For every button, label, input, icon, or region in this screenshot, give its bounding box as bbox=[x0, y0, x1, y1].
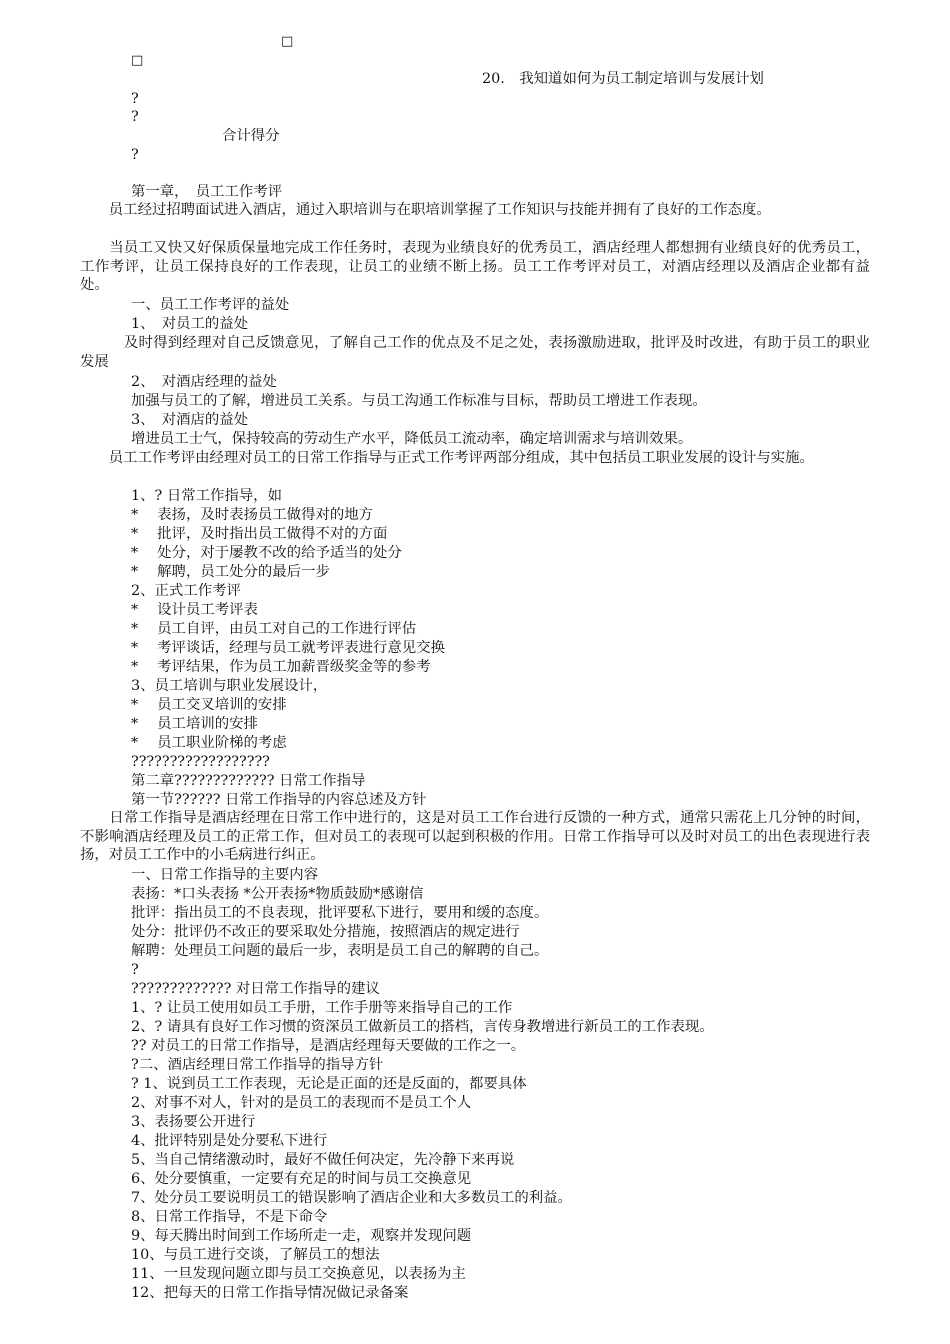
list-heading: 1、? 日常工作指导，如 bbox=[131, 488, 282, 504]
placeholder-mark: ?????????????????? bbox=[131, 754, 270, 770]
placeholder-mark: ? bbox=[131, 147, 139, 163]
placeholder-mark: ? bbox=[131, 91, 139, 107]
text-line: 2、? 请具有良好工作习惯的资深员工做新员工的搭档，言传身教增进行新员工的工作表现。 bbox=[131, 1019, 714, 1035]
total-score-label: 合计得分 bbox=[222, 128, 280, 144]
paragraph: 员工工作考评由经理对员工的日常工作指导与正式工作考评两部分组成，其中包括员工职业发展的设计与实施。 bbox=[80, 450, 814, 466]
checkbox-glyph: □ bbox=[131, 53, 144, 68]
list-item: * 员工职业阶梯的考虑 bbox=[131, 735, 287, 751]
list-item: * 设计员工考评表 bbox=[131, 602, 258, 618]
list-item: * 员工培训的安排 bbox=[131, 716, 258, 732]
placeholder-mark: ? bbox=[131, 109, 139, 125]
section-title: 第一节?????? 日常工作指导的内容总述及方针 bbox=[131, 792, 427, 808]
section-heading: ?二、酒店经理日常工作指导的指导方针 bbox=[131, 1057, 384, 1073]
list-item: * 考评谈话，经理与员工就考评表进行意见交换 bbox=[131, 640, 445, 656]
subsection-heading: 3、 对酒店的益处 bbox=[131, 412, 249, 428]
list-item: 2、对事不对人，针对的是员工的表现而不是员工个人 bbox=[131, 1095, 472, 1111]
text-line: 处分：批评仍不改正的要采取处分措施，按照酒店的规定进行 bbox=[131, 924, 520, 940]
paragraph: 日常工作指导是酒店经理在日常工作中进行的，这是对员工工作台进行反馈的一种方式，通常只需花上几分钟的时间，不影响酒店经理及员工的正常工作，但对员工的表现可以起到积极的作用。日常工作指导可以及时对员工的出色表现进行表扬，对员工工作中的小毛病进行纠正。 bbox=[80, 810, 870, 863]
list-item: 8、日常工作指导，不是下命令 bbox=[131, 1209, 328, 1225]
text-line: 解聘：处理员工问题的最后一步，表明是员工自己的解聘的自己。 bbox=[131, 943, 549, 959]
chapter-title: 第二章????????????? 日常工作指导 bbox=[131, 773, 366, 789]
checkbox-glyph: □ bbox=[281, 34, 294, 49]
list-item: 12、把每天的日常工作指导情况做记录备案 bbox=[131, 1285, 409, 1301]
text-line: 增进员工士气，保持较高的劳动生产水平，降低员工流动率，确定培训需求与培训效果。 bbox=[131, 431, 693, 447]
list-item: 10、与员工进行交谈，了解员工的想法 bbox=[131, 1247, 380, 1263]
chapter-title: 第一章， 员工工作考评 bbox=[131, 184, 283, 200]
text-line: 1、? 让员工使用如员工手册，工作手册等来指导自己的工作 bbox=[131, 1000, 513, 1016]
list-item: 5、当自己情绪激动时，最好不做任何决定，先冷静下来再说 bbox=[131, 1152, 515, 1168]
list-item: 6、处分要慎重，一定要有充足的时间与员工交换意见 bbox=[131, 1171, 472, 1187]
list-item: 9、每天腾出时间到工作场所走一走，观察并发现问题 bbox=[131, 1228, 472, 1244]
list-item: * 员工自评，由员工对自己的工作进行评估 bbox=[131, 621, 417, 637]
paragraph: 及时得到经理对自己反馈意见，了解自己工作的优点及不足之处，表扬激励进取，批评及时改进，有助于员工的职业发展 bbox=[80, 335, 870, 370]
list-item: * 处分，对于屡教不改的给予适当的处分 bbox=[131, 545, 402, 561]
list-item: * 表扬，及时表扬员工做得对的地方 bbox=[131, 507, 374, 523]
survey-item-20: 20. 我知道如何为员工制定培训与发展计划 bbox=[482, 71, 764, 87]
paragraph: 当员工又快又好保质保量地完成工作任务时，表现为业绩良好的优秀员工，酒店经理人都想拥有业绩良好的优秀员工，工作考评，让员工保持良好的工作表现，让员工的业绩不断上扬。员工工作考评对员工，对酒店经理以及酒店企业都有益处。 bbox=[80, 240, 870, 293]
section-heading: ????????????? 对日常工作指导的建议 bbox=[131, 981, 380, 997]
list-heading: 3、员工培训与职业发展设计， bbox=[131, 678, 328, 694]
list-item: 4、批评特别是处分要私下进行 bbox=[131, 1133, 328, 1149]
list-item: * 解聘，员工处分的最后一步 bbox=[131, 564, 330, 580]
list-heading: 2、正式工作考评 bbox=[131, 583, 241, 599]
placeholder-mark: ? bbox=[131, 962, 139, 978]
text-line: 批评：指出员工的不良表现，批评要私下进行，要用和缓的态度。 bbox=[131, 905, 549, 921]
list-item: ? 1、说到员工工作表现，无论是正面的还是反面的，都要具体 bbox=[131, 1076, 527, 1092]
list-item: 11、一旦发现问题立即与员工交换意见，以表扬为主 bbox=[131, 1266, 466, 1282]
list-item: * 批评，及时指出员工做得不对的方面 bbox=[131, 526, 388, 542]
list-item: * 考评结果，作为员工加薪晋级奖金等的参考 bbox=[131, 659, 431, 675]
list-item: * 员工交叉培训的安排 bbox=[131, 697, 287, 713]
list-item: 7、处分员工要说明员工的错误影响了酒店企业和大多数员工的利益。 bbox=[131, 1190, 572, 1206]
text-line: 表扬：*口头表扬 *公开表扬*物质鼓励*感谢信 bbox=[131, 886, 424, 902]
section-heading: 一、员工工作考评的益处 bbox=[131, 297, 290, 313]
list-item: 3、表扬要公开进行 bbox=[131, 1114, 256, 1130]
subsection-heading: 2、 对酒店经理的益处 bbox=[131, 374, 277, 390]
paragraph: 员工经过招聘面试进入酒店，通过入职培训与在职培训掌握了工作知识与技能并拥有了良好的工作态度。 bbox=[80, 202, 771, 218]
subsection-heading: 1、 对员工的益处 bbox=[131, 316, 249, 332]
text-line: ?? 对员工的日常工作指导，是酒店经理每天要做的工作之一。 bbox=[131, 1038, 526, 1054]
text-line: 加强与员工的了解，增进员工关系。与员工沟通工作标准与目标，帮助员工增进工作表现。 bbox=[131, 393, 707, 409]
section-heading: 一、日常工作指导的主要内容 bbox=[131, 867, 319, 883]
